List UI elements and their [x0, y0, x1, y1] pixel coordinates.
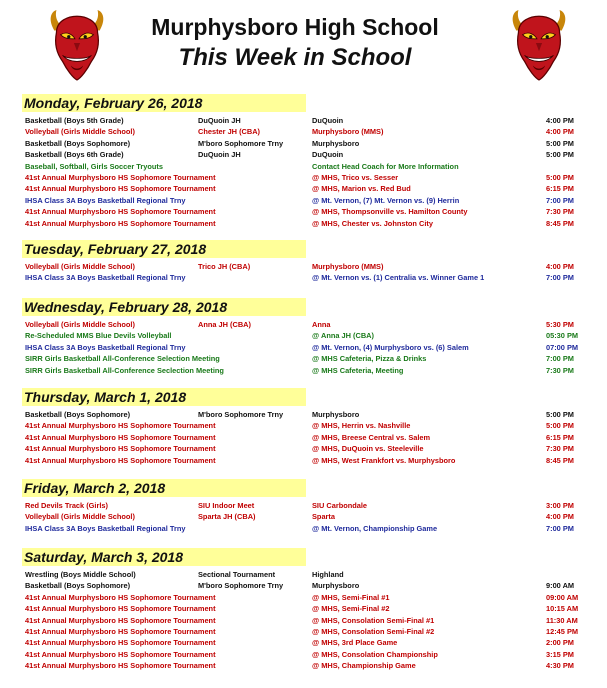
event-opponent: Trico JH (CBA): [198, 262, 251, 271]
event-time: 4:30 PM: [546, 661, 574, 671]
event-location: @ MHS, Semi-Final #1: [312, 592, 390, 602]
schedule-row: [0, 172, 607, 183]
event-time: 2:00 PM: [546, 638, 574, 648]
event-location: Murphysboro (MMS): [312, 262, 384, 271]
schedule-row: [0, 580, 607, 591]
event-time: 5:00 PM: [546, 138, 574, 148]
event-location: @ MHS, Semi-Final #2: [312, 604, 390, 614]
event-name: Basketball (Boys Sophomore): [25, 138, 131, 148]
day-header: Tuesday, February 27, 2018: [22, 240, 306, 258]
event-name: IHSA Class 3A Boys Basketball Regional Trny: [25, 342, 186, 352]
event-location: @ MHS, Marion vs. Red Bud: [312, 184, 411, 194]
event-location: Anna: [312, 320, 331, 329]
day-section-monday: [0, 94, 607, 229]
schedule-row: [0, 660, 607, 671]
schedule-row: [0, 592, 607, 603]
event-name: Basketball (Boys Sophomore): [25, 410, 131, 419]
event-location: @ MHS, Breese Central vs. Salem: [312, 432, 431, 442]
event-time: 7:00 PM: [546, 195, 574, 205]
event-time: 10:15 AM: [546, 604, 579, 614]
event-time: 7:00 PM: [546, 523, 574, 533]
event-name: Baseball, Softball, Girls Soccer Tryouts: [25, 161, 164, 171]
event-location: @ MHS, Trico vs. Sesser: [312, 172, 399, 182]
schedule-row: [0, 365, 607, 376]
event-opponent: M'boro Sophomore Trny: [198, 138, 284, 148]
schedule-row: [0, 149, 607, 160]
school-title: Murphysboro High School: [151, 14, 439, 40]
event-name: 41st Annual Murphysboro HS Sophomore Tournament: [25, 172, 216, 182]
event-name: Basketball (Boys 5th Grade): [25, 116, 124, 125]
event-location: @ MHS, Consolation Semi-Final #1: [312, 615, 435, 625]
event-name: IHSA Class 3A Boys Basketball Regional Trny: [25, 523, 186, 533]
event-name: 41st Annual Murphysboro HS Sophomore Tournament: [25, 432, 216, 442]
event-location: DuQuoin: [312, 116, 344, 125]
schedule-row: [0, 455, 607, 466]
event-name: 41st Annual Murphysboro HS Sophomore Tournament: [25, 615, 216, 625]
event-time: 3:00 PM: [546, 501, 574, 510]
event-location: @ MHS Cafeteria, Pizza & Drinks: [312, 354, 427, 364]
day-header: Wednesday, February 28, 2018: [22, 298, 306, 316]
page-subtitle: This Week in School: [178, 44, 412, 71]
event-location: @ Mt. Vernon, (7) Mt. Vernon vs. (9) Herrin: [312, 195, 460, 205]
event-time: 7:30 PM: [546, 207, 574, 217]
schedule-row: [0, 649, 607, 660]
event-time: 4:00 PM: [546, 512, 574, 522]
event-name: 41st Annual Murphysboro HS Sophomore Tournament: [25, 592, 216, 602]
event-time: 4:00 PM: [546, 116, 574, 125]
schedule-row: [0, 500, 607, 511]
event-time: 7:30 PM: [546, 365, 574, 375]
red-devil-mascot-icon: [508, 8, 570, 82]
event-opponent: DuQuoin JH: [198, 150, 241, 160]
event-name: Volleyball (Girls Middle School): [25, 127, 135, 137]
event-time: 5:00 PM: [546, 172, 574, 182]
event-location: @ MHS, Herrin vs. Nashville: [312, 421, 411, 431]
event-name: 41st Annual Murphysboro HS Sophomore Tournament: [25, 218, 216, 228]
event-opponent: DuQuoin JH: [198, 116, 241, 125]
schedule-row: [0, 672, 607, 683]
day-section-friday: [0, 479, 607, 534]
day-header: Friday, March 2, 2018: [22, 479, 306, 497]
event-time: 05:30 PM: [546, 331, 579, 341]
event-location: Highland: [312, 570, 344, 579]
event-name: 41st Annual Murphysboro HS Sophomore Tournament: [25, 638, 216, 648]
event-time: 7:00 PM: [546, 273, 574, 283]
event-name: 41st Annual Murphysboro HS Sophomore Tournament: [25, 421, 216, 431]
event-name: SIRR Girls Basketball All-Conference Selection Meeting: [25, 354, 220, 364]
event-time: 5:00 PM: [546, 421, 574, 431]
event-time: 5:00 PM: [546, 410, 574, 419]
schedule-row: [0, 409, 607, 420]
schedule-row: [0, 420, 607, 431]
schedule-row: [0, 569, 607, 580]
day-header: Thursday, March 1, 2018: [22, 388, 306, 406]
event-name: Basketball (Boys Sophomore): [25, 581, 131, 591]
schedule-row: [0, 432, 607, 443]
day-section-saturday: [0, 548, 607, 683]
event-time: 5:30 PM: [546, 320, 574, 329]
event-name: 41st Annual Murphysboro HS Sophomore Tournament: [25, 184, 216, 194]
event-location: Murphysboro: [312, 410, 360, 419]
event-opponent: Chester JH (CBA): [198, 127, 261, 137]
event-time: 6:15 PM: [546, 432, 574, 442]
event-time: 11:30 AM: [546, 615, 578, 625]
event-location: @ Mt. Vernon, Championship Game: [312, 523, 438, 533]
event-opponent: Anna JH (CBA): [198, 320, 251, 329]
event-location: @ MHS, DuQuoin vs. Steeleville: [312, 444, 424, 454]
event-name: 41st Annual Murphysboro HS Sophomore Tournament: [25, 649, 216, 659]
day-section-tuesday: [0, 240, 607, 284]
event-name: Red Devils Track (Girls): [25, 501, 108, 510]
event-location: @ Anna JH (CBA): [312, 331, 374, 341]
schedule-row: [0, 183, 607, 194]
event-opponent: SIU Indoor Meet: [198, 501, 255, 510]
event-location: @ MHS, Chester vs. Johnston City: [312, 218, 433, 228]
schedule-row: [0, 261, 607, 272]
event-name: Volleyball (Girls Middle School): [25, 320, 135, 329]
schedule-row: [0, 523, 607, 534]
day-section-wednesday: [0, 298, 607, 376]
day-section-thursday: [0, 388, 607, 466]
event-name: 41st Annual Murphysboro HS Sophomore Tournament: [25, 604, 216, 614]
event-name: Re-Scheduled MMS Blue Devils Volleyball: [25, 331, 172, 341]
event-opponent: Sectional Tournament: [198, 570, 276, 579]
schedule-row: [0, 319, 607, 330]
event-name: IHSA Class 3A Boys Basketball Regional Trny: [25, 273, 186, 283]
event-location: @ MHS, Consolation Semi-Final #2: [312, 626, 435, 636]
event-name: 41st Annual Murphysboro HS Sophomore Tournament: [25, 207, 216, 217]
event-name: Volleyball (Girls Middle School): [25, 262, 135, 271]
event-location: Murphysboro: [312, 581, 360, 591]
event-location: @ Mt. Vernon vs. (1) Centralia vs. Winner Game 1: [312, 273, 485, 283]
schedule-row: [0, 115, 607, 126]
event-time: 3:15 PM: [546, 649, 574, 659]
event-time: 7:00 PM: [546, 354, 574, 364]
event-location: Murphysboro (MMS): [312, 127, 384, 137]
event-location: @ MHS, West Frankfort vs. Murphysboro: [312, 455, 456, 465]
event-time: 4:00 PM: [546, 262, 574, 271]
event-opponent: M'boro Sophomore Trny: [198, 581, 284, 591]
schedule-row: [0, 511, 607, 522]
schedule-row: [0, 615, 607, 626]
event-name: 41st Annual Murphysboro HS Sophomore Tournament: [25, 444, 216, 454]
day-header: Monday, February 26, 2018: [22, 94, 306, 112]
schedule-row: [0, 126, 607, 137]
event-name: 41st Annual Murphysboro HS Sophomore Tournament: [25, 626, 216, 636]
schedule-row: [0, 353, 607, 364]
schedule-row: [0, 342, 607, 353]
event-time: 7:30 PM: [546, 444, 574, 454]
event-location: SIU Carbondale: [312, 501, 368, 510]
schedule-row: [0, 195, 607, 206]
event-name: Basketball (Boys 6th Grade): [25, 150, 124, 160]
schedule-row: [0, 443, 607, 454]
schedule-row: [0, 637, 607, 648]
event-location: @ MHS, Championship Game: [312, 661, 416, 671]
day-header: Saturday, March 3, 2018: [22, 548, 306, 566]
event-location: @ MHS, Consolation Championship: [312, 649, 438, 659]
event-time: 12:45 PM: [546, 626, 579, 636]
event-location: DuQuoin: [312, 150, 344, 160]
event-name: Wrestling (Boys Middle School): [25, 570, 136, 579]
schedule-row: [0, 272, 607, 283]
schedule-row: [0, 206, 607, 217]
event-time: 5:00 PM: [546, 150, 574, 160]
schedule-row: [0, 330, 607, 341]
event-time: 8:45 PM: [546, 455, 574, 465]
event-time: 8:45 PM: [546, 218, 574, 228]
event-time: 4:00 PM: [546, 127, 574, 137]
event-name: IHSA Class 3A Boys Basketball Regional Trny: [25, 195, 186, 205]
event-location: Murphysboro: [312, 138, 360, 148]
event-location: @ MHS, 3rd Place Game: [312, 638, 398, 648]
event-name: 41st Annual Murphysboro HS Sophomore Tournament: [25, 455, 216, 465]
schedule-row: [0, 161, 607, 172]
event-time: 09:00 AM: [546, 592, 579, 602]
event-opponent: M'boro Sophomore Trny: [198, 410, 284, 419]
schedule-row: [0, 218, 607, 229]
schedule-row: [0, 603, 607, 614]
event-name: SIRR Girls Basketball All-Conference Seclection Meeting: [25, 365, 224, 375]
event-opponent: Sparta JH (CBA): [198, 512, 256, 522]
event-name: Volleyball (Girls Middle School): [25, 512, 135, 522]
event-location: Contact Head Coach for More Information: [312, 161, 459, 171]
event-time: 6:15 PM: [546, 184, 574, 194]
event-location: @ Mt. Vernon, (4) Murphysboro vs. (6) Salem: [312, 342, 469, 352]
schedule-row: [0, 138, 607, 149]
schedule-row: [0, 626, 607, 637]
event-location: @ MHS, Thompsonville vs. Hamilton County: [312, 207, 468, 217]
event-location: Sparta: [312, 512, 336, 522]
event-location: @ MHS Cafeteria, Meeting: [312, 365, 404, 375]
event-time: 07:00 PM: [546, 342, 579, 352]
event-name: 41st Annual Murphysboro HS Sophomore Tournament: [25, 661, 216, 671]
event-time: 9:00 AM: [546, 581, 575, 591]
